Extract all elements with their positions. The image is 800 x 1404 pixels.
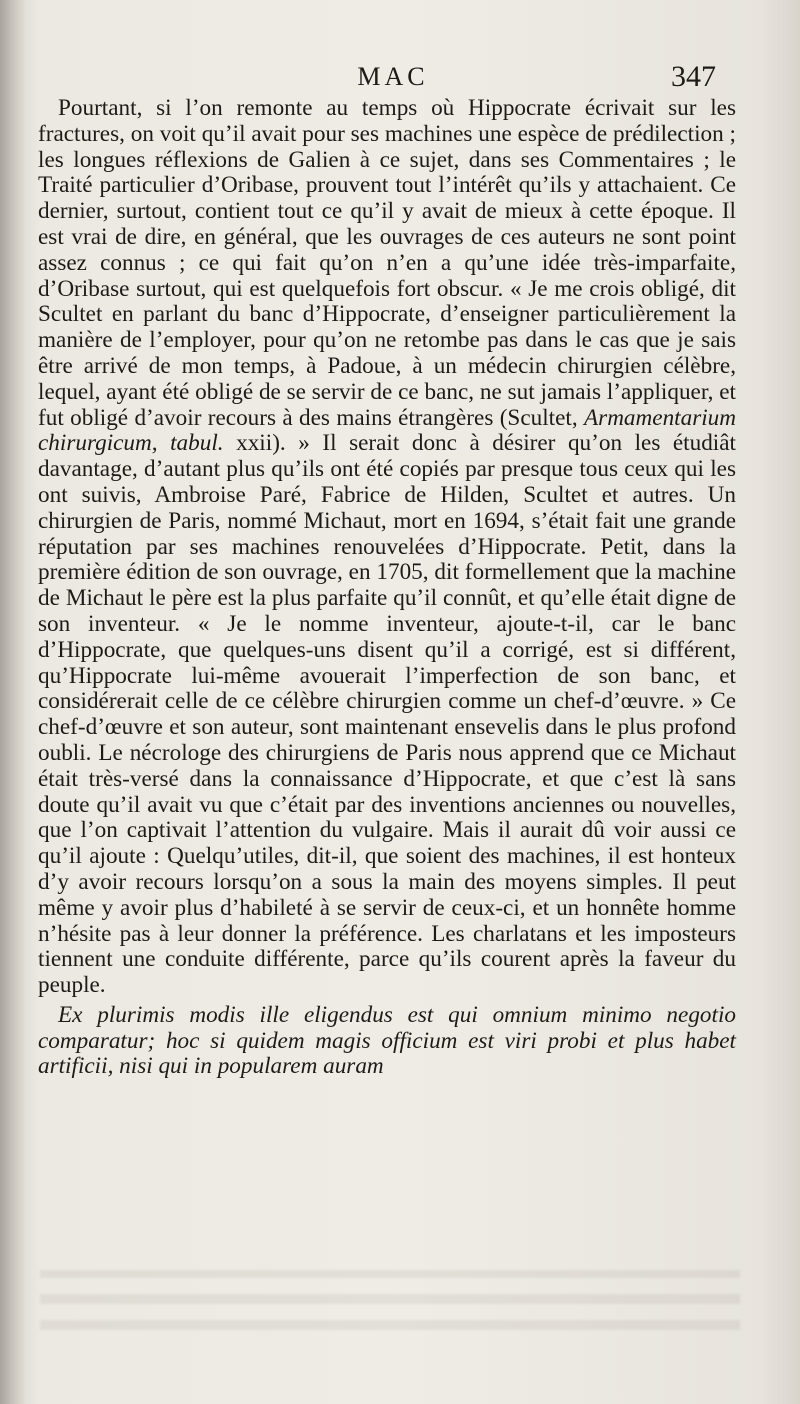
running-head: MAC <box>357 62 429 91</box>
citation-title: Armamentarium chirurgicum, tabul. <box>38 404 736 457</box>
paragraph-text: Pourtant, si l’on remonte au temps où Hippocrate écrivait sur les fractures, on voit qu’il avait pour ses machines une espèce de prédilection ; les longues réflexions de Galien à ce sujet, dans ses Commentaires ; le Traité particulier d’Oribase, prouvent tout l’intérêt qu’ils y attachaient. Ce dernier, surtout, contient tout ce qu’il y avait de mieux à cette époque. Il est vrai de dire, en général, que les ouvrages de ces auteurs ne sont point assez connus ; ce qui fait qu’on n’en a qu’une idée très-imparfaite, d’Oribase surtout, qui est quelquefois fort obscur. « Je me crois obligé, dit Scultet en parlant du banc d’Hippocrate, d’enseigner particulièrement la manière de l’employer, pour qu’on ne retombe pas dans le cas que je sais être arrivé de mon temps, à Padoue, à un médecin chirurgien célèbre, lequel, ayant été obligé de se servir de ce banc, ne sut jamais l’appliquer, et fut obligé d’avoir recours à des mains étrangères (Scultet, <box>38 95 736 431</box>
page-header <box>36 60 716 96</box>
paragraph-main <box>38 96 736 999</box>
page-spine-shadow <box>0 0 26 1404</box>
body-text <box>38 96 736 1080</box>
page-number: 347 <box>671 60 716 93</box>
show-through-text <box>40 1270 740 1330</box>
paragraph-latin-quote <box>38 1003 736 1080</box>
latin-quote-text: Ex plurimis modis ille eligendus est qui omnium minimo negotio comparatur; hoc si quidem magis officium est viri probi et plus habet artificii, nisi qui in popularem auram <box>38 1001 736 1080</box>
paragraph-text: xxii). » Il serait donc à désirer qu’on les étudiât davantage, d’autant plus qu’ils ont été copiés par presque tous ceux qui les ont suivis, Ambroise Paré, Fabrice de Hilden, Scultet et autres. Un chirurgien de Paris, nommé Michaut, mort en 1694, s’était fait une grande réputation par ses machines renouvelées d’Hippocrate. Petit, dans la première édition de son ouvrage, en 1705, dit formellement que la machine de Michaut le père est la plus parfaite qu’il connût, et qu’elle était digne de son inventeur. « Je le nomme inventeur, ajoute-t-il, car le banc d’Hippocrate, que quelques-uns disent qu’il a corrigé, est si différent, qu’Hippocrate lui-même avouerait l’imperfection de son banc, et considérerait celle de ce célèbre chirurgien comme un chef-d’œuvre. » Ce chef-d’œuvre et son auteur, sont maintenant ensevelis dans le plus profond oubli. Le nécrologe des chirurgiens de Paris nous apprend que ce Michaut était très-versé dans la connaissance d’Hippocrate, et que c’est là sans doute qu’il avait vu que c’était par des inventions anciennes ou nouvelles, que l’on captivait l’attention du vulgaire. Mais il aurait dû voir aussi ce qu’il ajoute : Quelqu’utiles, dit-il, que soient des machines, il est honteux d’y avoir recours lorsqu’on a sous la main des moyens simples. Il peut même y avoir plus d’habileté à se servir de ceux-ci, et un honnête homme n’hésite pas à leur donner la préférence. Les charlatans et les imposteurs tiennent une conduite différente, parce qu’ils courent après la faveur du peuple. <box>38 430 736 999</box>
